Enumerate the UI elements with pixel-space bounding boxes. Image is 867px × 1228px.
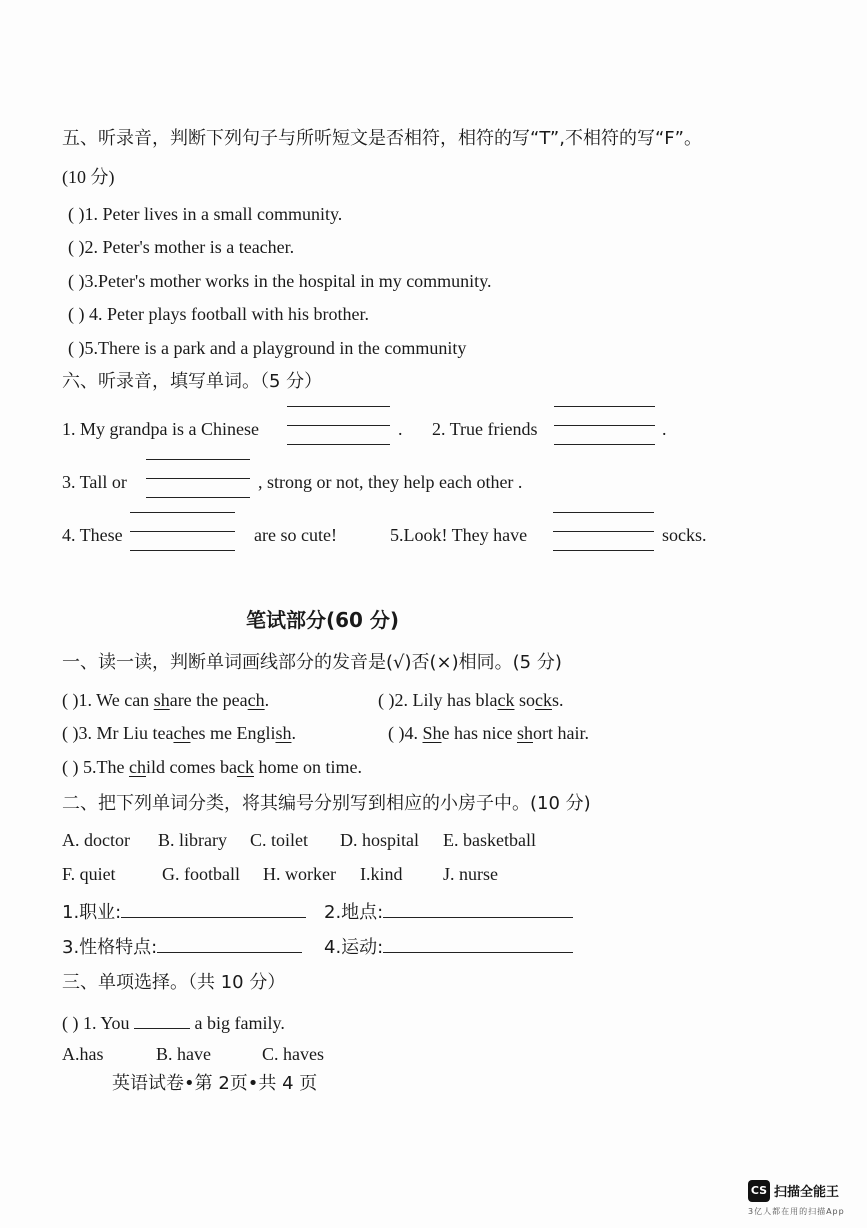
word-a: A. doctor <box>62 830 130 850</box>
category-places: 2.地点: <box>324 899 573 924</box>
section5-item-4: ( ) 4. Peter plays football with his brother. <box>68 304 369 324</box>
section6-q3-start: 3. Tall or <box>62 472 127 492</box>
word-i: I.kind <box>360 864 403 884</box>
section6-q2: 2. True friends <box>432 419 538 439</box>
category-places-blank <box>383 899 573 918</box>
section6-q4-end: are so cute! <box>254 525 337 545</box>
section5-heading: 五、听录音，判断下列句子与所听短文是否相符，相符的写“T”,不相符的写“F”。 <box>62 128 702 149</box>
word-e: E. basketball <box>443 830 536 850</box>
word-j: J. nurse <box>443 864 498 884</box>
option-a: A.has <box>62 1044 104 1064</box>
partB-heading: 二、把下列单词分类，将其编号分别写到相应的小房子中。(10 分) <box>62 793 591 814</box>
partC-question-1-blank <box>134 1010 190 1029</box>
section5-item-5: ( )5.There is a park and a playground in the community <box>68 338 467 358</box>
section5-item-2: ( )2. Peter's mother is a teacher. <box>68 237 295 257</box>
partA-item-2: ( )2. Lily has black socks. <box>378 690 564 710</box>
option-c: C. haves <box>262 1044 324 1064</box>
section6-q1-end: . <box>398 419 403 439</box>
scanner-logo-icon: CS <box>748 1180 770 1202</box>
section6-q5-blank <box>553 512 654 552</box>
word-h: H. worker <box>263 864 336 884</box>
category-personality-blank <box>157 934 302 953</box>
section6-q1: 1. My grandpa is a Chinese <box>62 419 259 439</box>
partC-question-1: ( ) 1. You a big family. <box>62 1010 285 1034</box>
scanner-tagline: 3亿人都在用的扫描App <box>748 1207 845 1216</box>
section6-q5-end: socks. <box>662 525 707 545</box>
section5-item-3: ( )3.Peter's mother works in the hospital in my community. <box>68 271 492 291</box>
category-sports-blank <box>383 934 573 953</box>
section6-q4-start: 4. These <box>62 525 123 545</box>
word-c: C. toilet <box>250 830 308 850</box>
section6-q1-blank <box>287 406 390 446</box>
partA-item-5: ( ) 5.The child comes back home on time. <box>62 757 362 777</box>
category-jobs: 1.职业: <box>62 899 306 924</box>
section5-item-1: ( )1. Peter lives in a small community. <box>68 204 343 224</box>
category-sports: 4.运动: <box>324 934 573 959</box>
partA-item-3: ( )3. Mr Liu teaches me English. <box>62 723 296 743</box>
partC-heading: 三、单项选择。（共 10 分） <box>62 972 286 993</box>
page-footer: 英语试卷•第 2页•共 4 页 <box>112 1073 318 1094</box>
option-b: B. have <box>156 1044 211 1064</box>
section6-q3-blank <box>146 459 250 499</box>
category-personality: 3.性格特点: <box>62 934 302 959</box>
word-g: G. football <box>162 864 240 884</box>
scanner-watermark <box>748 1180 858 1220</box>
section6-q2-blank <box>554 406 655 446</box>
section6-q5-start: 5.Look! They have <box>390 525 528 545</box>
section6-heading: 六、听录音，填写单词。（5 分） <box>62 371 323 392</box>
written-section-title: 笔试部分(60 分) <box>246 608 400 632</box>
section6-q2-end: . <box>662 419 667 439</box>
word-f: F. quiet <box>62 864 116 884</box>
category-jobs-blank <box>121 899 306 918</box>
section6-q3-end: , strong or not, they help each other . <box>258 472 523 492</box>
section6-q4-blank <box>130 512 235 552</box>
section5-score: (10 分) <box>62 167 115 187</box>
word-b: B. library <box>158 830 227 850</box>
partA-item-4: ( )4. She has nice short hair. <box>388 723 589 743</box>
word-d: D. hospital <box>340 830 419 850</box>
partA-item-1: ( )1. We can share the peach. <box>62 690 270 710</box>
scanner-app-name: 扫描全能王 <box>774 1185 840 1200</box>
partA-heading: 一、读一读，判断单词画线部分的发音是(√)否(×)相同。(5 分) <box>62 652 562 673</box>
